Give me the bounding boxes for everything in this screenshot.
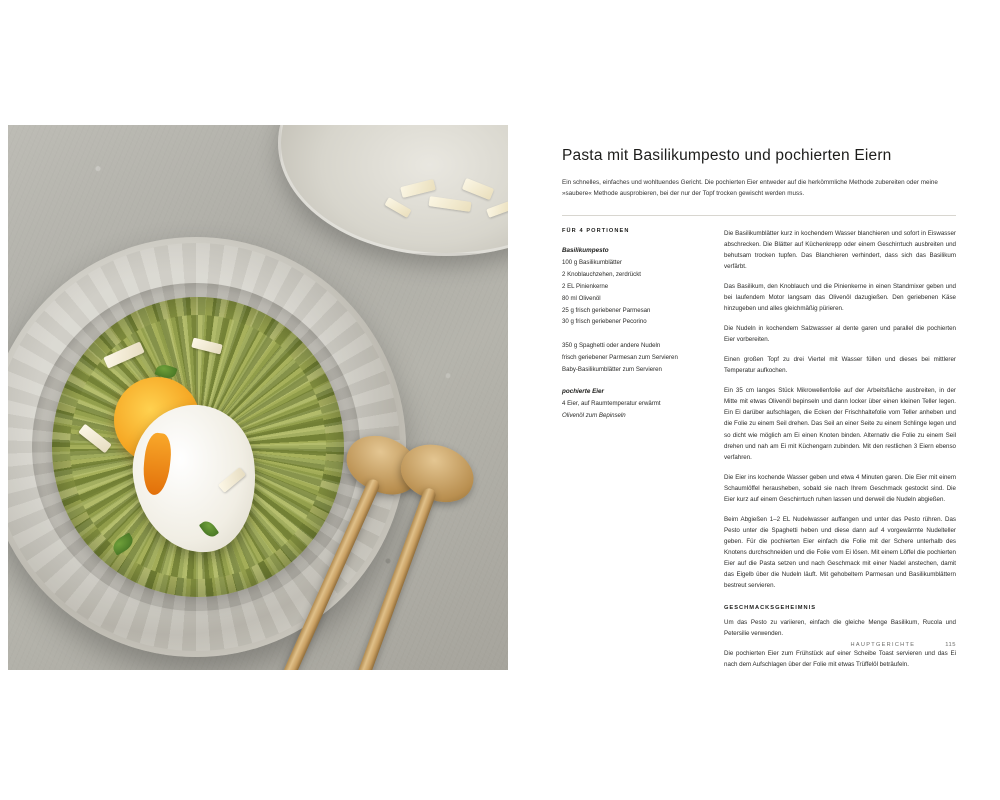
ingredient-item: 30 g frisch geriebener Pecorino: [562, 318, 647, 326]
ingredient-item: frisch geriebener Parmesan zum Servieren: [562, 354, 678, 362]
page-footer: [850, 642, 956, 648]
parmesan-shaving: [78, 424, 112, 454]
method-paragraph: Einen großen Topf zu drei Viertel mit Wasser füllen und dieses bei mittlerer Temperatur aufkochen.: [724, 356, 956, 375]
ingredient-item: 100 g Basilikumblätter: [562, 259, 622, 267]
cheese-shaving: [400, 179, 436, 198]
cheese-shaving: [429, 196, 472, 212]
ingredients-column: [562, 228, 702, 679]
ingredient-item: 2 Knoblauchzehen, zerdrückt: [562, 270, 641, 278]
ingredient-group: [562, 388, 702, 422]
method-paragraph: Beim Abgießen 1–2 EL Nudelwasser auffangen und unter das Pesto rühren. Das Pesto unter die Spaghetti heben und diese dann auf 4 vorgewärmte Nudelteller geben. Für die pochierten Eier einfach die Folie mit der Schere unterhalb des Knotens durchschneiden und die Folie vom Ei lösen. Mit einem Löffel die pochierten Eier auf die Pasta setzen und nach Geschmack mit einer Nadel anstechen, damit das Eigelb über die Nudeln läuft. Mit gehobeltem Parmesan und Basilikumblättern bestreut servieren.: [724, 515, 956, 589]
ingredient-item: Olivenöl zum Bepinseln: [562, 411, 626, 419]
recipe-intro: Ein schnelles, einfaches und wohltuendes Gericht. Die pochierten Eier entweder auf die herkömmliche Methode zubereiten oder meine »saubere« Methode ausprobieren, bei der nur der Topf trocken gewischt werden muss.: [562, 179, 938, 198]
footer-chapter: HAUPTGERICHTE: [850, 642, 916, 648]
ingredient-item: Baby-Basilikumblätter zum Servieren: [562, 366, 662, 374]
basil-leaf: [110, 532, 136, 555]
recipe-text-page: [508, 125, 992, 670]
portions-label: FÜR 4 PORTIONEN: [562, 228, 630, 235]
method-paragraph: Die Basilikumblätter kurz in kochendem Wasser blanchieren und sofort in Eiswasser abschrecken. Die Blätter auf Küchenkrepp oder einem Geschirrtuch ausbreiten und behutsam trocken tupfen. Das Blanchieren verhindert, dass sich das Basilikum verfärbt.: [724, 230, 956, 271]
recipe-photo: [8, 125, 508, 670]
ingredient-item: 25 g frisch geriebener Parmesan: [562, 306, 651, 314]
recipe-title: Pasta mit Basilikumpesto und pochierten Eiern: [562, 147, 892, 164]
ingredient-item: 4 Eier, auf Raumtemperatur erwärmt: [562, 399, 661, 407]
method-column: [724, 228, 956, 679]
method-paragraph: Die Nudeln in kochendem Salzwasser al dente garen und parallel die pochierten Eier vorbereiten.: [724, 325, 956, 344]
ingredient-group: [562, 340, 702, 376]
tip-paragraph: Die pochierten Eier zum Frühstück auf einer Scheibe Toast servieren und das Ei nach dem Aufschlagen über der Folie mit etwas Trüffelöl beträufeln.: [724, 649, 956, 668]
ingredient-group: [562, 247, 702, 328]
cheese-shaving: [384, 197, 411, 218]
ingredient-item: 2 EL Pinienkerne: [562, 282, 609, 290]
ingredient-group-heading: pochierte Eier: [562, 387, 604, 395]
book-spread: [8, 125, 992, 670]
footer-page-number: 115: [945, 642, 956, 648]
method-paragraph: Das Basilikum, den Knoblauch und die Pinienkerne in einen Standmixer geben und bei laufendem Motor langsam das Olivenöl dazugießen. Den geriebenen Käse hinzugeben und alles gleichmäßig pürieren.: [724, 283, 956, 313]
ingredient-item: 350 g Spaghetti oder andere Nudeln: [562, 342, 661, 350]
tip-heading: GESCHMACKSGEHEIMNIS: [724, 604, 816, 611]
ingredient-item: 80 ml Olivenöl: [562, 294, 601, 302]
method-paragraph: Ein 35 cm langes Stück Mikrowellenfolie auf der Arbeitsfläche ausbreiten, in der Mitte mit etwas Olivenöl bepinseln und dann locker über einen kleinen Teller legen. Ein Ei darüber aufschlagen, die Ecken der Frischhaltefolie vom Teller anheben und die Folie zu einem Seil drehen. Das Seil an einer Seite zu einem Schlinge legen und so dicht wie möglich am Ei einen Knoten binden. Alternativ die Folie zu einem Seil drehen und nah am Ei mit Küchengarn zubinden. Mit den restlichen 3 Eiern ebenso verfahren.: [724, 387, 956, 461]
parmesan-shaving: [191, 338, 223, 355]
method-paragraph: Die Eier ins kochende Wasser geben und etwa 4 Minuten garen. Die Eier mit einem Schaumlöffel herausheben, sobald sie nach Ihrem Geschmack gestockt sind. Die Eier kurz auf einem Geschirrtuch ruhen lassen und derweil die Nudeln abgießen.: [724, 473, 956, 503]
ingredient-group-heading: Basilikumpesto: [562, 247, 609, 255]
cheese-shaving: [462, 178, 494, 200]
tip-paragraph: Um das Pesto zu variieren, einfach die gleiche Menge Basilikum, Rucola und Petersilie verwenden.: [724, 618, 956, 637]
divider: [562, 215, 956, 216]
cheese-shaving: [486, 201, 508, 218]
parmesan-shaving: [103, 341, 144, 368]
